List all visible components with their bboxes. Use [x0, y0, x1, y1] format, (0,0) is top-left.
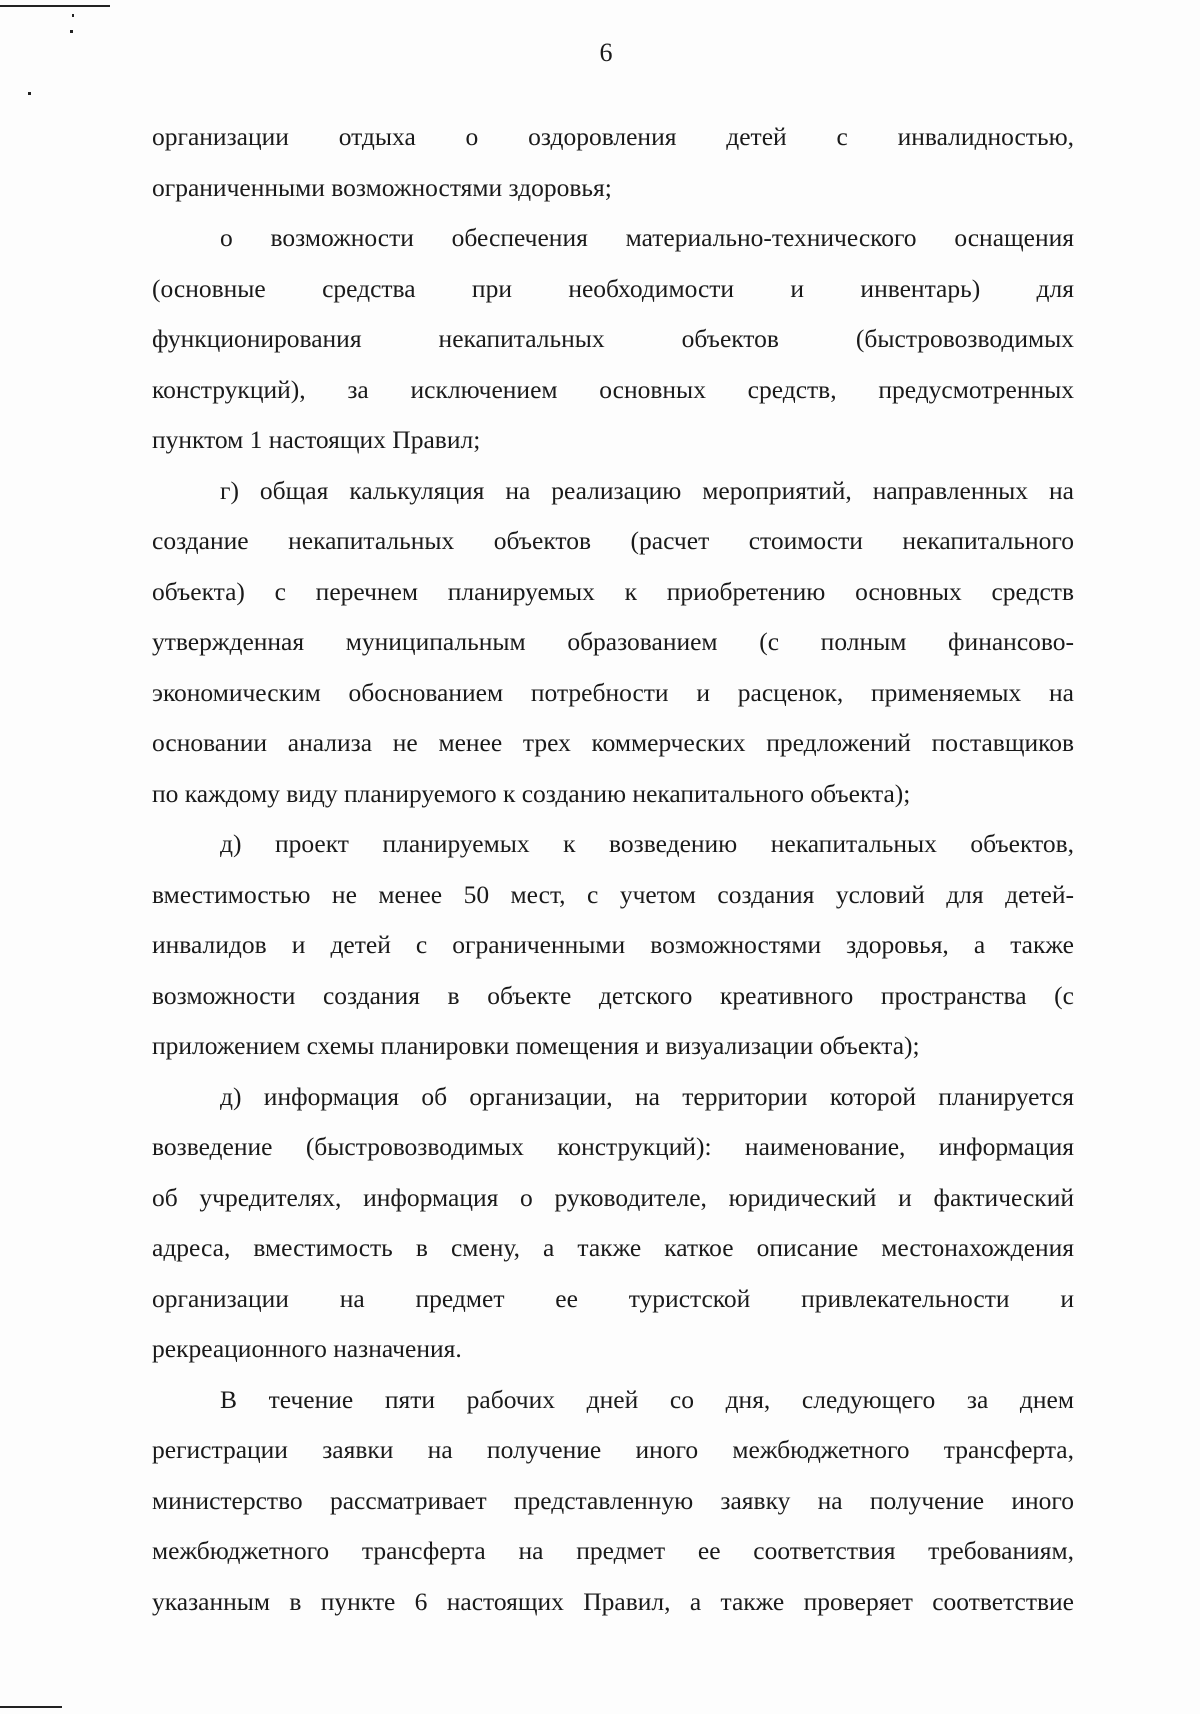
text-line: о возможности обеспечения материально-технического оснащения [220, 223, 1074, 252]
text-line: межбюджетного трансферта на предмет ее соответствия требованиям, [152, 1536, 1074, 1565]
text-line: ограниченными возможностями здоровья; [152, 172, 612, 202]
paragraph [152, 1072, 1074, 1375]
text-line: адреса, вместимость в смену, а также каткое описание местонахождения [152, 1233, 1074, 1262]
text-line: основании анализа не менее трех коммерческих предложений поставщиков [152, 728, 1074, 757]
text-line: инвалидов и детей с ограниченными возможностями здоровья, а также [152, 930, 1074, 959]
text-line: организации отдыха о оздоровления детей с инвалидностью, [152, 122, 1074, 151]
text-line: указанным в пункте 6 настоящих Правил, а также проверяет соответствие [152, 1586, 1074, 1616]
text-line: пунктом 1 настоящих Правил; [152, 425, 481, 454]
text-line: возведение (быстровозводимых конструкций): наименование, информация [152, 1132, 1074, 1161]
text-line: об учредителях, информация о руководителе, юридический и фактический [152, 1182, 1074, 1212]
text-line: утвержденная муниципальным образованием (с полным финансово- [152, 627, 1074, 656]
text-line: экономическим обоснованием потребности и расценок, применяемых на [152, 677, 1074, 707]
text-line: по каждому виду планируемого к созданию некапитального объекта); [152, 778, 911, 808]
text-line: организации на предмет ее туристской привлекательности и [152, 1283, 1074, 1313]
text-line: д) информация об организации, на территории которой планируется [220, 1081, 1074, 1111]
text-line: создание некапитальных объектов (расчет стоимости некапитального [152, 526, 1074, 555]
text-line: приложением схемы планировки помещения и визуализации объекта); [152, 1031, 920, 1060]
text-line: В течение пяти рабочих дней со дня, следующего за днем [220, 1384, 1074, 1414]
scan-mark-dot [72, 14, 74, 17]
scan-mark-dot [28, 92, 31, 95]
text-line: вместимостью не менее 50 мест, с учетом создания условий для детей- [152, 879, 1074, 909]
scan-mark-bottom-left-line [0, 1706, 62, 1708]
text-line: функционирования некапитальных объектов (быстровозводимых [152, 324, 1074, 353]
paragraph [152, 819, 1074, 1072]
text-line: д) проект планируемых к возведению некапитальных объектов, [220, 829, 1074, 858]
text-line: (основные средства при необходимости и инвентарь) для [152, 273, 1074, 303]
text-line: конструкций), за исключением основных средств, предусмотренных [152, 374, 1074, 404]
paragraph [152, 112, 1074, 213]
document-body [152, 112, 1074, 1627]
paragraph [152, 466, 1074, 820]
text-line: рекреационного назначения. [152, 1334, 462, 1363]
text-line: г) общая калькуляция на реализацию мероприятий, направленных на [220, 475, 1074, 505]
paragraph [152, 1375, 1074, 1628]
page-number: 6 [599, 38, 613, 67]
scan-mark-top-left-line [0, 5, 110, 7]
text-line: регистрации заявки на получение иного межбюджетного трансферта, [152, 1435, 1074, 1464]
text-line: возможности создания в объекте детского креативного пространства (с [152, 980, 1074, 1010]
paragraph [152, 213, 1074, 466]
text-line: объекта) с перечнем планируемых к приобретению основных средств [152, 576, 1074, 606]
text-line: министерство рассматривает представленную заявку на получение иного [152, 1485, 1074, 1515]
scan-mark-dot [70, 30, 73, 33]
